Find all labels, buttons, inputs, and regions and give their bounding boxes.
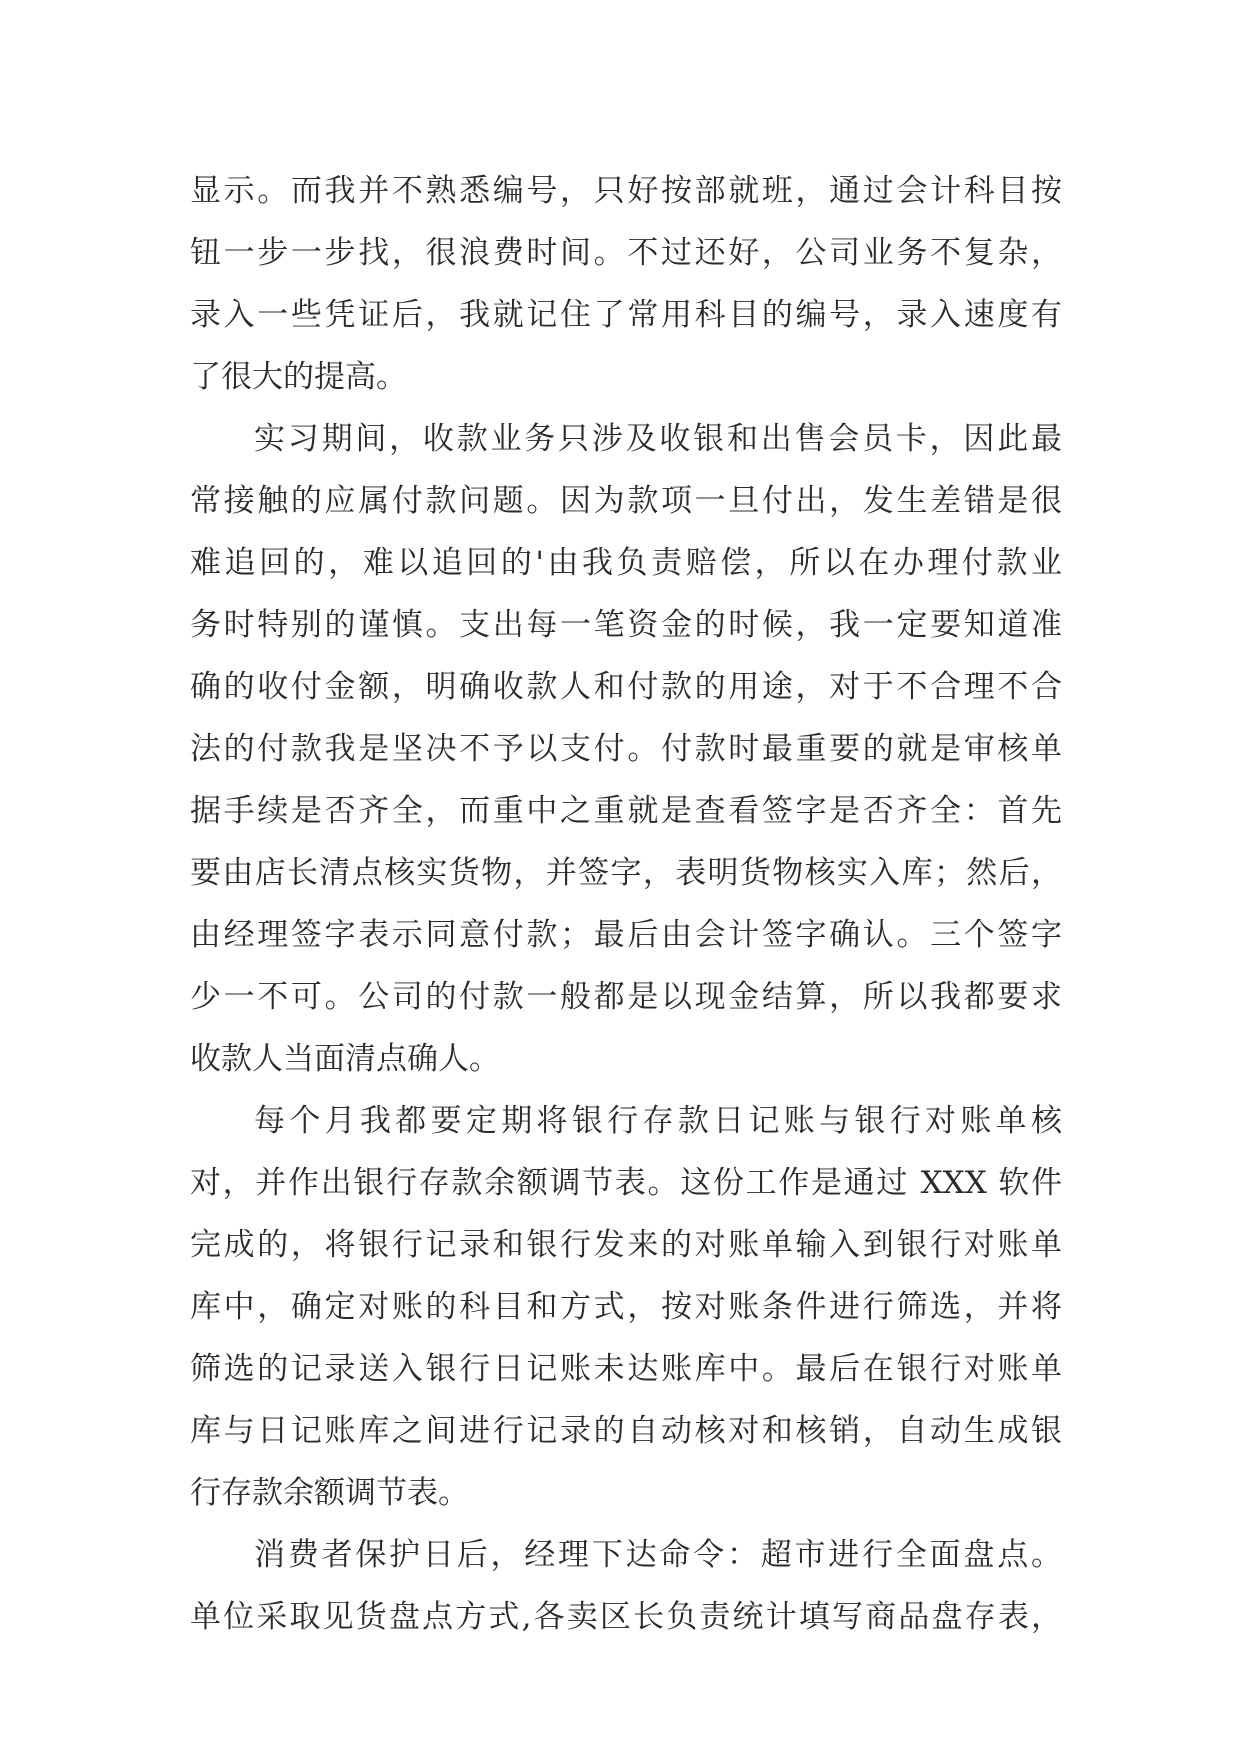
text-line: 录入一些凭证后，我就记住了常用科目的编号，录入速度有 xyxy=(190,297,1062,333)
text-line: 对，并作出银行存款余额调节表。这份工作是通过 XXX 软件 xyxy=(190,1165,1062,1201)
text-line: 钮一步一步找，很浪费时间。不过还好，公司业务不复杂， xyxy=(190,235,1062,271)
text-line: 显示。而我并不熟悉编号，只好按部就班，通过会计科目按 xyxy=(190,173,1062,209)
text-line: 难追回的，难以追回的'由我负责赔偿，所以在办理付款业 xyxy=(190,545,1062,581)
paragraph-first-line: 消费者保护日后，经理下达命令：超市进行全面盘点。 xyxy=(254,1537,1062,1573)
paragraph-first-line: 实习期间，收款业务只涉及收银和出售会员卡，因此最 xyxy=(254,421,1062,457)
text-line: 了很大的提高。 xyxy=(190,359,407,395)
text-line: 务时特别的谨慎。支出每一笔资金的时候，我一定要知道准 xyxy=(190,607,1062,643)
text-line: 法的付款我是坚决不予以支付。付款时最重要的就是审核单 xyxy=(190,731,1062,767)
text-line: 库中，确定对账的科目和方式，按对账条件进行筛选，并将 xyxy=(190,1289,1062,1325)
text-line: 完成的，将银行记录和银行发来的对账单输入到银行对账单 xyxy=(190,1227,1062,1263)
paragraph-first-line: 每个月我都要定期将银行存款日记账与银行对账单核 xyxy=(254,1103,1062,1139)
text-line: 少一不可。公司的付款一般都是以现金结算，所以我都要求 xyxy=(190,979,1062,1015)
text-line: 要由店长清点核实货物，并签字，表明货物核实入库；然后， xyxy=(190,855,1062,891)
text-line: 由经理签字表示同意付款；最后由会计签字确认。三个签字 xyxy=(190,917,1062,953)
text-line: 行存款余额调节表。 xyxy=(190,1475,469,1511)
text-line: 确的收付金额，明确收款人和付款的用途，对于不合理不合 xyxy=(190,669,1062,705)
text-line: 据手续是否齐全，而重中之重就是查看签字是否齐全：首先 xyxy=(190,793,1062,829)
text-line: 收款人当面清点确人。 xyxy=(190,1041,500,1077)
text-line: 筛选的记录送入银行日记账未达账库中。最后在银行对账单 xyxy=(190,1351,1062,1387)
body-text xyxy=(190,160,1062,1648)
text-line: 库与日记账库之间进行记录的自动核对和核销，自动生成银 xyxy=(190,1413,1062,1449)
text-line: 单位采取见货盘点方式,各卖区长负责统计填写商品盘存表， xyxy=(190,1599,1062,1635)
text-line: 常接触的应属付款问题。因为款项一旦付出，发生差错是很 xyxy=(190,483,1062,519)
